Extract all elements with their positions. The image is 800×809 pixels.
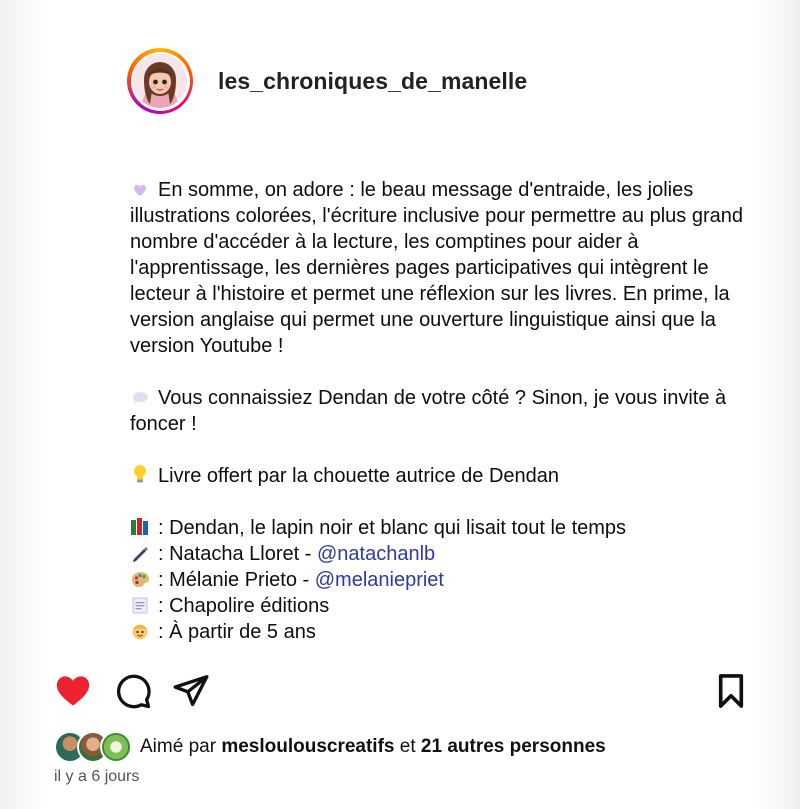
speech-bubble-icon xyxy=(130,390,150,406)
palette-icon xyxy=(130,571,150,588)
bookmark-icon[interactable] xyxy=(712,672,750,715)
avatar[interactable] xyxy=(133,54,187,108)
action-bar xyxy=(0,672,800,716)
post-header xyxy=(127,46,527,116)
pen-icon xyxy=(130,544,150,562)
caption-question: Vous connaissiez Dendan de votre côté ? Sinon, je vous invite à foncer ! xyxy=(130,387,727,435)
post-caption xyxy=(130,177,760,645)
likes-summary xyxy=(54,732,606,762)
caption-gift: Livre offert par la chouette autrice de Dendan xyxy=(130,463,760,489)
notepad-icon xyxy=(130,596,150,614)
caption-age: : À partir de 5 ans xyxy=(130,619,760,645)
post-timestamp: il y a 6 jours xyxy=(54,768,140,785)
illustrator-mention-link[interactable]: @melaniepriet xyxy=(314,569,444,591)
purple-heart-icon xyxy=(130,182,150,198)
story-ring[interactable] xyxy=(127,48,193,114)
liker-avatar[interactable] xyxy=(100,731,132,763)
caption-publisher: : Chapolire éditions xyxy=(130,593,760,619)
child-face-icon xyxy=(130,622,150,640)
caption-illustrator: : Mélanie Prieto - @melaniepriet xyxy=(130,567,760,593)
comment-icon[interactable] xyxy=(114,672,152,715)
share-send-icon[interactable] xyxy=(172,672,210,715)
username[interactable]: les_chroniques_de_manelle xyxy=(218,67,528,94)
books-icon xyxy=(130,518,150,536)
like-heart-icon[interactable] xyxy=(54,672,92,715)
caption-book-title: : Dendan, le lapin noir et blanc qui lisait tout le temps xyxy=(130,515,760,541)
top-liker-link[interactable]: mesloulouscreatifs xyxy=(221,736,395,757)
author-mention-link[interactable]: @natachanlb xyxy=(316,543,436,565)
likers-count-link[interactable]: 21 autres personnes xyxy=(420,736,606,757)
likes-text: Aimé par mesloulouscreatifs et 21 autres personnes xyxy=(140,736,606,757)
caption-author: : Natacha Lloret - @natachanlb xyxy=(130,541,760,567)
caption-intro: En somme, on adore : le beau message d'entraide, les jolies illustrations colorées, l'écriture inclusive pour permettre au plus grand nombre d'accéder à la lecture, les comptines pour aider à l'apprentissage, les dernières pages participatives qui intègrent le lecteur à l'histoire et permet une réflexion sur les livres. En prime, la version anglaise qui permet une ouverture linguistique ainsi que la version Youtube ! xyxy=(130,179,743,357)
light-bulb-icon xyxy=(130,464,150,484)
